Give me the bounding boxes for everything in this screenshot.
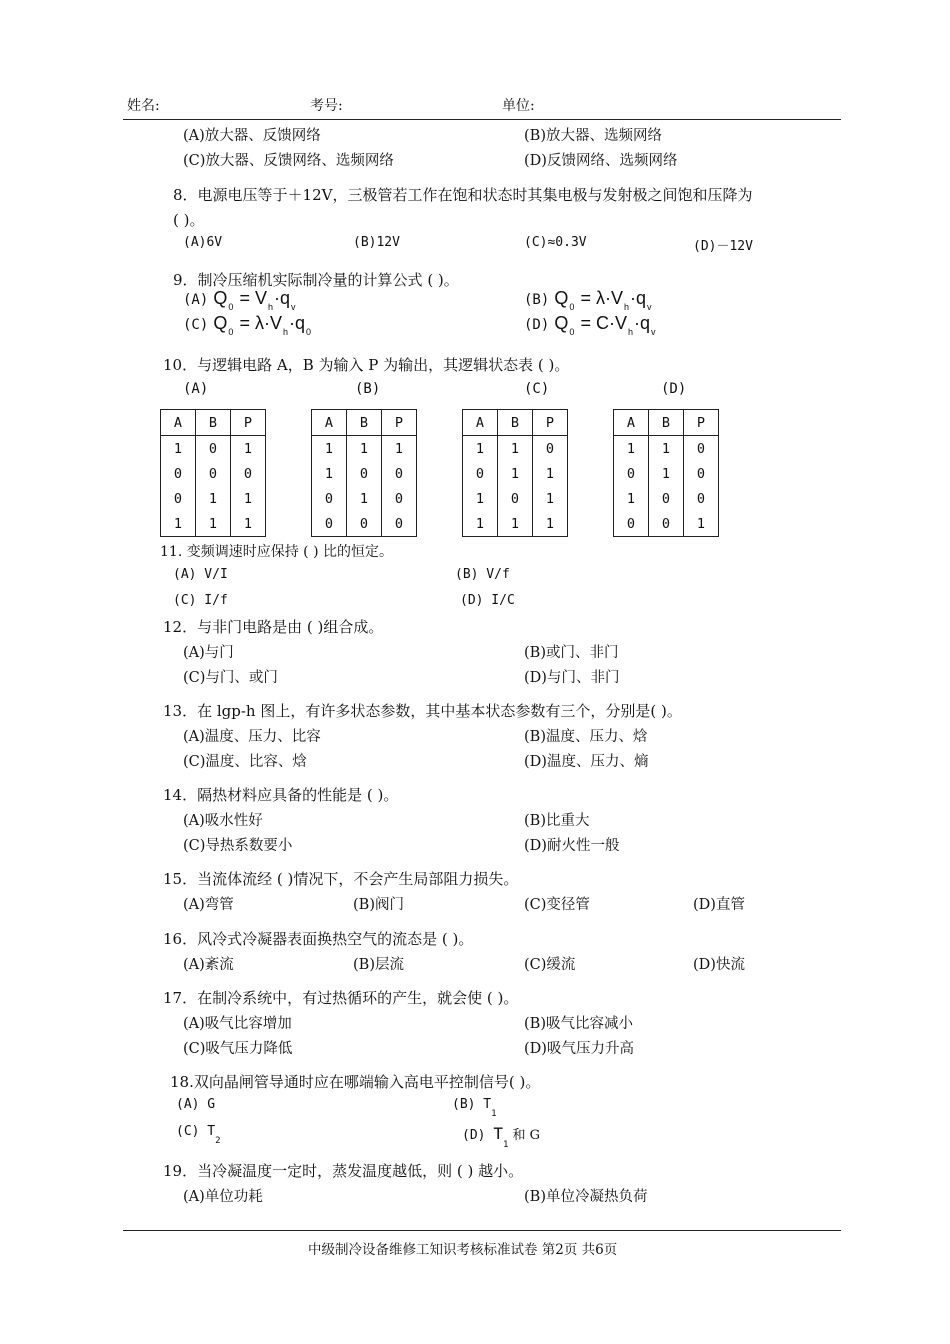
table-cell: 0 — [684, 436, 719, 462]
q9-option-d-label: (D) — [524, 317, 550, 333]
q13-option-d: (D)温度、压力、熵 — [524, 754, 649, 770]
q10-label-d: (D) — [661, 381, 687, 397]
q17-text: 17．在制冷系统中，有过热循环的产生，就会使 ( )。 — [163, 989, 519, 1007]
id-label: 考号: — [310, 98, 343, 114]
q8-option-b: (B)12V — [353, 235, 400, 250]
q15-text: 15．当流体流经 ( )情况下，不会产生局部阻力损失。 — [163, 870, 519, 888]
q14-option-b: (B)比重大 — [524, 813, 590, 829]
table-cell: 1 — [533, 461, 568, 486]
table-cell: 0 — [382, 486, 417, 511]
q12-option-d: (D)与门、非门 — [524, 670, 620, 686]
footer-rule — [123, 1230, 841, 1231]
table-cell: 0 — [382, 461, 417, 486]
q16-option-c: (C)缓流 — [524, 957, 576, 973]
table-cell: 1 — [475, 490, 485, 507]
table-cell: 0 — [626, 465, 636, 482]
table-header-cell: B — [196, 410, 231, 436]
table-header-cell: B — [498, 410, 533, 436]
q9-option-b — [524, 288, 653, 312]
q11-option-b: (B) V/f — [455, 567, 510, 582]
table-row — [614, 461, 719, 486]
table-row — [312, 511, 417, 537]
unit-label: 单位: — [502, 98, 535, 114]
q7-option-d: (D)反馈网络、选频网络 — [524, 153, 678, 169]
table-cell: 1 — [231, 486, 266, 511]
q10-label-b: (B) — [355, 381, 381, 397]
q9-formula-a: $Q_0 = V_h\cdot q_v$ — [213, 288, 296, 312]
q9-option-c-label: (C) — [183, 317, 209, 333]
table-header-cell: A — [312, 410, 347, 436]
q12-option-b: (B)或门、非门 — [524, 645, 619, 661]
table-cell: 0 — [347, 511, 382, 537]
q15-option-b: (B)阀门 — [353, 897, 404, 913]
q11-option-d: (D) I/C — [460, 593, 515, 608]
q14-option-c: (C)导热系数要小 — [183, 838, 293, 854]
table-cell: 0 — [498, 486, 533, 511]
table-row — [614, 436, 719, 462]
table-row — [463, 461, 568, 486]
table-cell: 1 — [196, 486, 231, 511]
table-cell: 0 — [196, 436, 231, 462]
table-cell: 0 — [533, 436, 568, 462]
table-cell: 1 — [173, 440, 183, 457]
q12-text: 12．与非门电路是由 ( )组合成。 — [163, 618, 384, 636]
table-cell: 1 — [324, 465, 334, 482]
q11-option-c: (C) I/f — [173, 593, 228, 608]
table-cell: 1 — [475, 440, 485, 457]
q13-option-c: (C)温度、比容、焓 — [183, 754, 307, 770]
table-row — [463, 436, 568, 462]
q15-option-a: (A)弯管 — [183, 897, 234, 913]
table-cell: 0 — [684, 486, 719, 511]
table-cell: 1 — [196, 511, 231, 537]
table-header-cell: P — [684, 410, 719, 436]
table-header-cell: B — [347, 410, 382, 436]
q9-option-d — [524, 313, 657, 337]
q10-label-a: (A) — [183, 381, 209, 397]
q8-option-c: (C)≈0.3V — [524, 235, 587, 250]
table-header-cell: A — [463, 410, 498, 436]
table-cell: 1 — [498, 436, 533, 462]
q12-option-a: (A)与门 — [183, 645, 234, 661]
table-cell: 0 — [475, 465, 485, 482]
table-cell: 1 — [382, 436, 417, 462]
q11-option-a: (A) V/I — [173, 567, 228, 582]
q18-option-a: (A) G — [176, 1097, 216, 1112]
q9-option-c — [183, 313, 312, 337]
table-cell: 1 — [498, 511, 533, 537]
table-row — [161, 511, 266, 537]
table-cell: 1 — [649, 436, 684, 462]
q9-text: 9．制冷压缩机实际制冷量的计算公式 ( )。 — [173, 271, 459, 289]
q11-text: 11. 变频调速时应保持 ( ) 比的恒定。 — [160, 544, 393, 560]
q15-option-c: (C)变径管 — [524, 897, 590, 913]
q17-option-b: (B)吸气比容减小 — [524, 1016, 633, 1032]
q16-text: 16．风冷式冷凝器表面换热空气的流态是 ( )。 — [163, 930, 474, 948]
table-header-cell: P — [231, 410, 266, 436]
truth-table-c — [462, 409, 568, 537]
table-cell: 1 — [533, 486, 568, 511]
q8-text-line2: ( )。 — [173, 211, 205, 229]
q17-option-d: (D)吸气压力升高 — [524, 1041, 634, 1057]
q13-option-a: (A)温度、压力、比容 — [183, 729, 321, 745]
truth-table-a — [160, 409, 266, 537]
q8-text-line1: 8．电源电压等于＋12V，三极管若工作在饱和状态时其集电极与发射极之间饱和压降为 — [173, 186, 753, 204]
q13-option-b: (B)温度、压力、焓 — [524, 729, 648, 745]
q13-text: 13．在 lgp-h 图上，有许多状态参数，其中基本状态参数有三个，分别是( )。 — [163, 702, 682, 720]
table-row — [614, 511, 719, 537]
table-cell: 1 — [347, 486, 382, 511]
table-cell: 1 — [649, 461, 684, 486]
table-cell: 0 — [649, 486, 684, 511]
table-cell: 1 — [475, 515, 485, 532]
table-row — [312, 486, 417, 511]
q18-option-b: (B) $T_1$ — [452, 1097, 497, 1119]
q7-option-b: (B)放大器、选频网络 — [524, 128, 662, 144]
table-cell: 1 — [231, 511, 266, 537]
table-row — [463, 486, 568, 511]
table-header-cell: A — [614, 410, 649, 436]
q19-option-a: (A)单位功耗 — [183, 1189, 263, 1205]
q12-option-c: (C)与门、或门 — [183, 670, 278, 686]
table-cell: 1 — [533, 511, 568, 537]
q18-option-d: (D) $T_1$ 和 G — [462, 1124, 541, 1150]
table-row — [161, 461, 266, 486]
q19-text: 19．当冷凝温度一定时，蒸发温度越低，则 ( ) 越小。 — [163, 1162, 524, 1180]
table-cell: 1 — [347, 436, 382, 462]
table-row — [312, 436, 417, 462]
table-row — [161, 486, 266, 511]
q14-option-d: (D)耐火性一般 — [524, 838, 620, 854]
table-header-cell: B — [649, 410, 684, 436]
table-cell: 0 — [173, 465, 183, 482]
header-rule — [123, 119, 841, 120]
q18-option-c: (C) $T_2$ — [176, 1124, 221, 1146]
q9-option-a-label: (A) — [183, 292, 209, 308]
table-header-cell: A — [161, 410, 196, 436]
table-cell: 1 — [626, 490, 636, 507]
table-header-cell: P — [533, 410, 568, 436]
table-row — [312, 461, 417, 486]
q9-option-b-label: (B) — [524, 292, 550, 308]
table-row — [463, 511, 568, 537]
table-cell: 1 — [324, 440, 334, 457]
table-cell: 1 — [626, 440, 636, 457]
table-cell: 0 — [324, 515, 334, 532]
table-cell: 0 — [196, 461, 231, 486]
q10-text: 10．与逻辑电路 A，B 为输入 P 为输出，其逻辑状态表 ( )。 — [163, 356, 570, 374]
q14-option-a: (A)吸水性好 — [183, 813, 263, 829]
table-cell: 0 — [626, 515, 636, 532]
q9-formula-b: $Q_0 = \lambda\cdot V_h\cdot q_v$ — [554, 288, 652, 312]
q7-option-c: (C)放大器、反馈网络、选频网络 — [183, 153, 394, 169]
table-header-cell: P — [382, 410, 417, 436]
q17-option-c: (C)吸气压力降低 — [183, 1041, 293, 1057]
table-cell: 1 — [231, 436, 266, 462]
q10-label-c: (C) — [524, 381, 550, 397]
table-cell: 0 — [324, 490, 334, 507]
q19-option-b: (B)单位冷凝热负荷 — [524, 1189, 648, 1205]
q9-formula-c: $Q_0 = \lambda\cdot V_h\cdot q_0$ — [213, 313, 312, 337]
q9-formula-d: $Q_0 = C\cdot V_h\cdot q_v$ — [554, 313, 656, 337]
table-cell: 0 — [347, 461, 382, 486]
q15-option-d: (D)直管 — [693, 897, 745, 913]
q16-option-b: (B)层流 — [353, 957, 404, 973]
name-label: 姓名: — [127, 98, 160, 114]
q16-option-a: (A)紊流 — [183, 957, 234, 973]
q16-option-d: (D)快流 — [693, 957, 745, 973]
q9-option-a — [183, 288, 297, 312]
table-cell: 1 — [173, 515, 183, 532]
table-cell: 0 — [684, 461, 719, 486]
table-cell: 1 — [684, 511, 719, 537]
table-row — [161, 436, 266, 462]
table-row — [614, 486, 719, 511]
q8-option-d: (D)－12V — [693, 239, 753, 254]
table-cell: 1 — [498, 461, 533, 486]
q8-option-a: (A)6V — [183, 235, 223, 250]
table-cell: 0 — [649, 511, 684, 537]
q7-option-a: (A)放大器、反馈网络 — [183, 128, 321, 144]
table-cell: 0 — [173, 490, 183, 507]
truth-table-d — [613, 409, 719, 537]
footer-text: 中级制冷设备维修工知识考核标准试卷 第2页 共6页 — [308, 1242, 618, 1258]
q14-text: 14．隔热材料应具备的性能是 ( )。 — [163, 786, 399, 804]
q18-text: 18.双向晶闸管导通时应在哪端输入高电平控制信号( )。 — [170, 1073, 541, 1091]
table-cell: 0 — [382, 511, 417, 537]
q17-option-a: (A)吸气比容增加 — [183, 1016, 292, 1032]
table-cell: 0 — [231, 461, 266, 486]
truth-table-b — [311, 409, 417, 537]
